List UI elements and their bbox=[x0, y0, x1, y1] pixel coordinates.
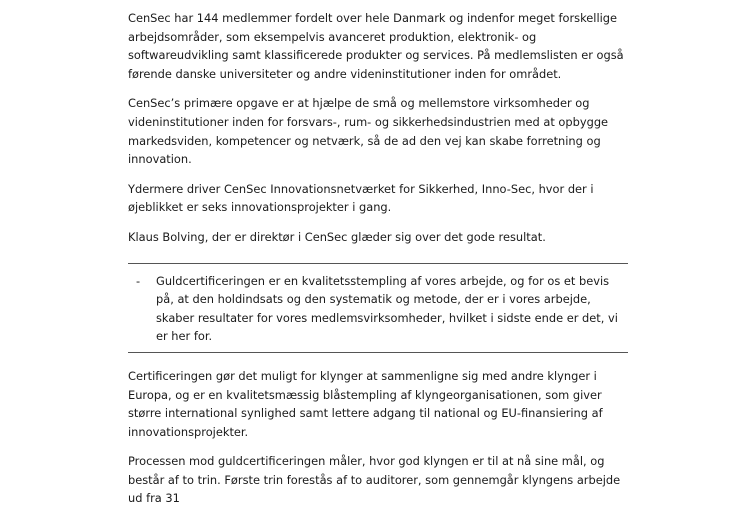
paragraph-inno-sec: Ydermere driver CenSec Innovationsnetværket for Sikkerhed, Inno-Sec, hvor der i øjeblikket er seks innovationsprojekter i gang. bbox=[128, 181, 594, 215]
document-page bbox=[128, 9, 628, 519]
paragraph-process: Processen mod guldcertificeringen måler, hvor god klyngen er til at nå sine mål, og består af to trin. Første trin forestås af to auditorer, som gennemgår klyngens arbejde ud fra 31 bbox=[128, 454, 621, 506]
paragraph-certification: Certificeringen gør det muligt for klynger at sammenligne sig med andre klynger i Europa, og er en kvalitetsmæssig blåstempling af klyngeorganisationen, som giver større international synlighed samt lettere adgang til national og EU-finansiering af innovationsprojekter. bbox=[128, 368, 603, 439]
quote-text: Guldcertificeringen er en kvalitetsstempling af vores arbejde, og for os et bevis på, at den holdindsats og den systematik og metode, der er i vores arbejde, skaber resultater for vores medlemsvirksomheder, hvilket i sidste ende er det, vi er her for. bbox=[156, 273, 618, 344]
quote-item bbox=[128, 272, 628, 346]
quote-block bbox=[128, 263, 628, 353]
paragraph-primary-task: CenSec’s primære opgave er at hjælpe de små og mellemstore virksomheder og videninstitutioner inden for forsvars-, rum- og sikkerhedsindustrien med at opbygge markedsviden, kompetencer og netværk, så de ad den vej kan skabe forretning og innovation. bbox=[128, 96, 609, 167]
paragraph-director: Klaus Bolving, der er direktør i CenSec glæder sig over det gode resultat. bbox=[128, 229, 546, 244]
quote-dash: - bbox=[136, 273, 141, 288]
paragraph-members: CenSec har 144 medlemmer fordelt over hele Danmark og indenfor meget forskellige arbejdsområder, som eksempelvis avanceret produktion, elektronik- og softwareudvikling samt klassificerede produkter og services. På medlemslisten er også førende danske universiteter og andre videninstitutioner inden for området. bbox=[128, 11, 624, 81]
